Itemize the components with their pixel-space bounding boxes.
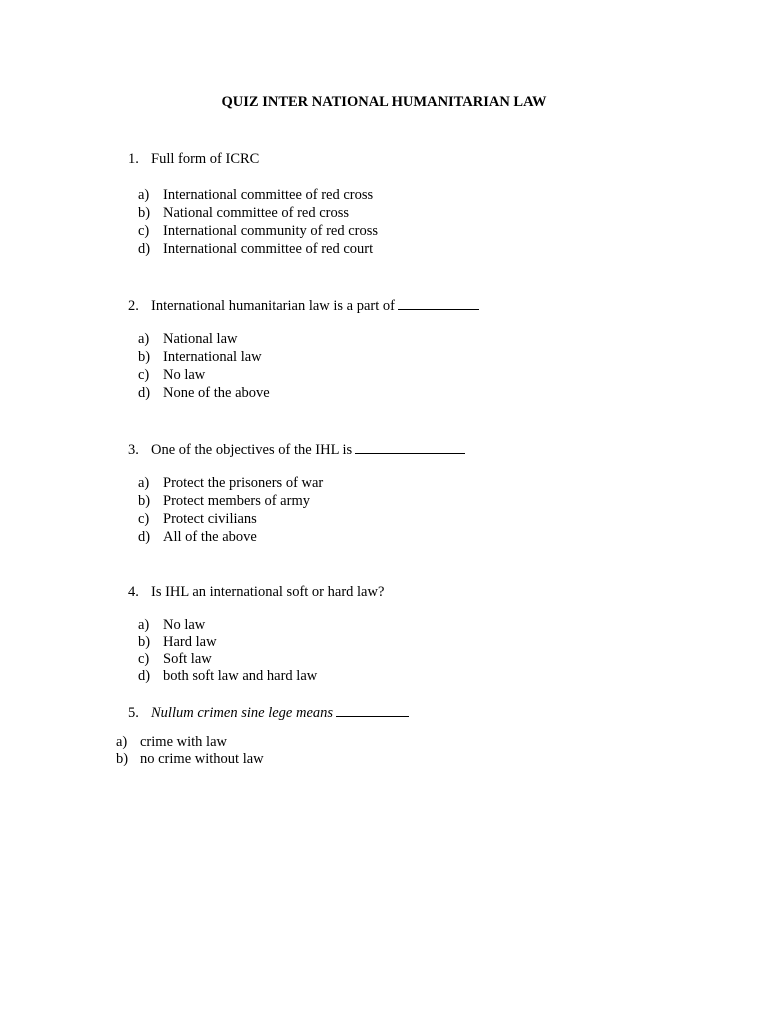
option-b: b) Protect members of army bbox=[138, 493, 310, 509]
option-b: b) no crime without law bbox=[116, 751, 264, 767]
option-d: d) None of the above bbox=[138, 385, 270, 401]
question-number: 2. bbox=[128, 298, 139, 314]
options-list-1 bbox=[138, 186, 378, 258]
option-a: a) National law bbox=[138, 331, 238, 347]
option-d: d) International committee of red court bbox=[138, 241, 374, 257]
options-list-4 bbox=[138, 617, 317, 685]
question-4 bbox=[128, 584, 384, 601]
option-a: a) No law bbox=[138, 617, 206, 633]
option-a: a) Protect the prisoners of war bbox=[138, 475, 324, 491]
answer-blank bbox=[336, 702, 409, 717]
option-a: a) crime with law bbox=[116, 734, 227, 750]
option-a: a) International committee of red cross bbox=[138, 187, 374, 203]
options-list-3 bbox=[138, 474, 323, 546]
option-d: d) both soft law and hard law bbox=[138, 668, 318, 684]
option-c: c) International community of red cross bbox=[138, 223, 379, 239]
question-text: Is IHL an international soft or hard law? bbox=[151, 584, 385, 600]
options-list-2 bbox=[138, 330, 270, 402]
question-text: Nullum crimen sine lege means bbox=[151, 705, 334, 721]
question-number: 3. bbox=[128, 442, 139, 458]
option-b: b) Hard law bbox=[138, 634, 217, 650]
question-1 bbox=[128, 151, 259, 168]
question-text: International humanitarian law is a part of bbox=[151, 298, 395, 314]
question-number: 1. bbox=[128, 151, 139, 167]
option-d: d) All of the above bbox=[138, 529, 257, 545]
answer-blank bbox=[355, 439, 465, 454]
page-title: QUIZ INTER NATIONAL HUMANITARIAN LAW bbox=[221, 94, 547, 110]
answer-blank bbox=[398, 295, 479, 310]
option-c: c) Protect civilians bbox=[138, 511, 257, 527]
option-c: c) No law bbox=[138, 367, 206, 383]
question-2 bbox=[128, 295, 479, 315]
question-number: 5. bbox=[128, 705, 139, 721]
question-3 bbox=[128, 439, 465, 459]
question-text: Full form of ICRC bbox=[151, 151, 260, 167]
option-c: c) Soft law bbox=[138, 651, 212, 667]
option-b: b) International law bbox=[138, 349, 262, 365]
question-number: 4. bbox=[128, 584, 139, 600]
option-b: b) National committee of red cross bbox=[138, 205, 350, 221]
question-5 bbox=[128, 702, 409, 722]
question-text: One of the objectives of the IHL is bbox=[151, 442, 353, 458]
options-list-5 bbox=[116, 734, 264, 768]
